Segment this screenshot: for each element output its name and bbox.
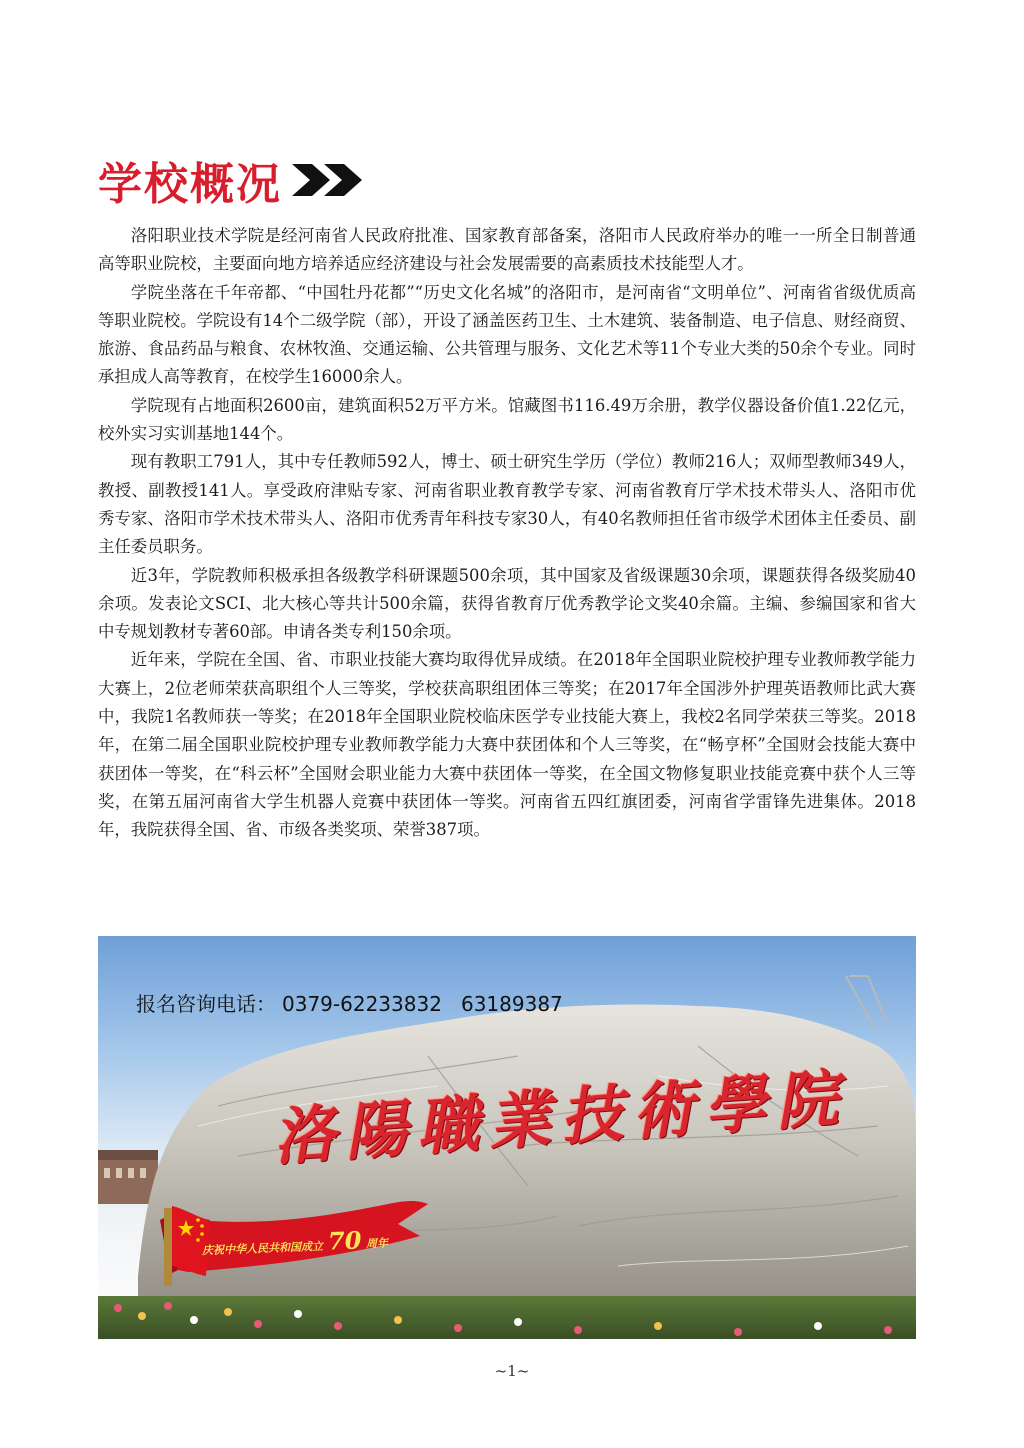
section-title: 学校概况 (98, 159, 282, 210)
rock-inscription: 洛陽職業技術學院 (270, 1061, 851, 1175)
phone-label: 报名咨询电话： (136, 992, 276, 1016)
flower-bed (98, 1296, 916, 1339)
paragraph-research: 近3年，学院教师积极承担各级教学科研课题500余项，其中国家及省级课题30余项，课题获得各级奖励40余项。发表论文SCI、北大核心等共计500余篇，获得省教育厅优秀教学论文奖40余篇。主编、参编国家和省大中专规划教材专著60部。申请各类专利150余项。 (98, 565, 916, 642)
section-heading (98, 150, 368, 210)
phone-numbers: 0379-62233832 63189387 (282, 992, 563, 1016)
banner-suffix: 周年 (365, 1236, 389, 1251)
paragraph-facilities: 学院现有占地面积2600亩，建筑面积52万平方米。馆藏图书116.49万余册，教学仪器设备价值1.22亿元，校外实习实训基地144个。 (98, 395, 916, 444)
crane-silhouette (846, 976, 888, 1031)
double-chevron-right-icon (292, 160, 368, 200)
paragraph-location: 学院坐落在千年帝都、“中国牡丹花都”“历史文化名城”的洛阳市，是河南省“文明单位”、河南省省级优质高等职业院校。学院设有14个二级学院（部），开设了涵盖医药卫生、土木建筑、装备制造、电子信息、财经商贸、旅游、食品药品与粮食、农林牧渔、交通运输、公共管理与服务、文化艺术等11个专业大类的50余个专业。同时承担成人高等教育，在校学生16000余人。 (98, 282, 916, 387)
banner-text: 庆祝中华人民共和国成立 (201, 1239, 324, 1258)
enrollment-hotline (136, 988, 563, 1017)
paragraph-staff: 现有教职工791人，其中专任教师592人，博士、硕士研究生学历（学位）教师216人；双师型教师349人，教授、副教授141人。享受政府津贴专家、河南省职业教育教学专家、河南省教育厅学术技术带头人、洛阳市优秀专家、洛阳市学术技术带头人、洛阳市优秀青年科技专家30人，有40名教师担任省市级学术团体主任委员、副主任委员职务。 (98, 452, 916, 557)
campus-rock-photo (98, 936, 916, 1339)
intro-body (98, 222, 916, 845)
banner-number: 70 (327, 1225, 362, 1256)
campus-building (98, 1158, 158, 1204)
paragraph-intro: 洛阳职业技术学院是经河南省人民政府批准、国家教育部备案，洛阳市人民政府举办的唯一一所全日制普通高等职业院校，主要面向地方培养适应经济建设与社会发展需要的高素质技术技能型人才。 (98, 226, 916, 274)
stone-monument (138, 1005, 916, 1316)
page-number: ~1~ (494, 1362, 530, 1380)
paragraph-awards: 近年来，学院在全国、省、市职业技能大赛均取得优异成绩。在2018年全国职业院校护理专业教师教学能力大赛上，2位老师荣获高职组个人三等奖，学校获高职组团体三等奖；在2017年全国涉外护理英语教师比武大赛中，我院1名教师获一等奖；在2018年全国职业院校临床医学专业技能大赛上，我校2名同学荣获三等奖。2018年，在第二届全国职业院校护理专业教师教学能力大赛中获团体和个人三等奖，在“畅亨杯”全国财会技能大赛中获团体一等奖，在“科云杯”全国财会职业能力大赛中获团体一等奖，在全国文物修复职业技能竞赛中获个人三等奖，在第五届河南省大学生机器人竞赛中获团体一等奖。河南省五四红旗团委，河南省学雷锋先进集体。2018年，我院获得全国、省、市级各类奖项、荣誉387项。 (98, 650, 916, 840)
